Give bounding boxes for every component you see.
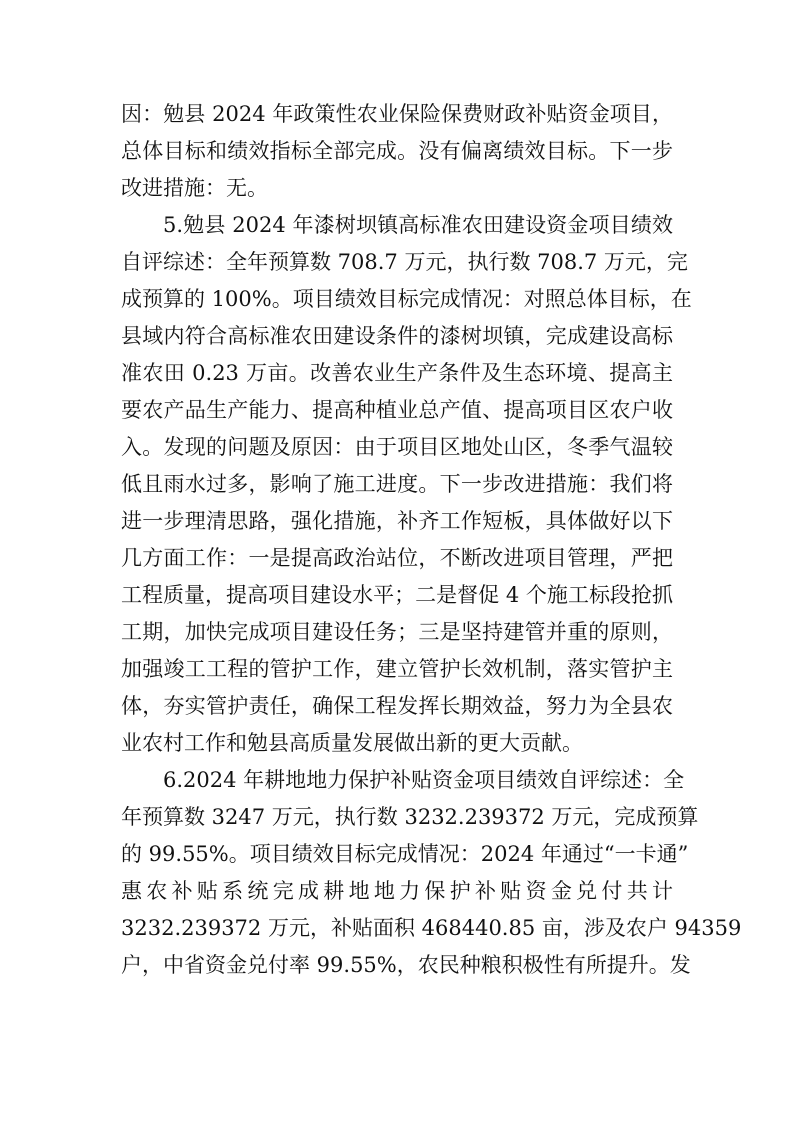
text-line: 入。发现的问题及原因：由于项目区地处山区，冬季气温较 xyxy=(121,435,673,459)
text-line: 工期，加快完成项目建设任务；三是坚持建管并重的原则， xyxy=(121,620,673,644)
text-line: 因：勉县 2024 年政策性农业保险保费财政补贴资金项目， xyxy=(121,102,673,126)
text-line: 6.2024 年耕地地力保护补贴资金项目绩效自评综述：全 xyxy=(163,768,685,792)
text-line: 成预算的 100%。项目绩效目标完成情况：对照总体目标，在 xyxy=(121,287,692,311)
text-line: 的 99.55%。项目绩效目标完成情况：2024 年通过“一卡通” xyxy=(121,842,689,866)
document-page xyxy=(121,96,742,984)
text-line: 年预算数 3247 万元，执行数 3232.239372 万元，完成预算 xyxy=(121,805,699,829)
text-line: 3232.239372 万元，补贴面积 468440.85 亩，涉及农户 94359 xyxy=(121,916,742,940)
text-line: 惠农补贴系统完成耕地地力保护补贴资金兑付共计 xyxy=(121,879,673,903)
text-line: 改进措施：无。 xyxy=(121,176,268,200)
paragraph-continuation xyxy=(121,96,673,207)
text-line: 总体目标和绩效指标全部完成。没有偏离绩效目标。下一步 xyxy=(121,139,673,163)
text-line: 5.勉县 2024 年漆树坝镇高标准农田建设资金项目绩效 xyxy=(163,213,673,237)
text-line: 工程质量，提高项目建设水平；二是督促 4 个施工标段抢抓 xyxy=(121,583,673,607)
text-line: 加强竣工工程的管护工作，建立管护长效机制，落实管护主 xyxy=(121,657,673,681)
text-line: 自评综述：全年预算数 708.7 万元，执行数 708.7 万元，完 xyxy=(121,250,688,274)
text-line: 准农田 0.23 万亩。改善农业生产条件及生态环境、提高主 xyxy=(121,361,673,385)
text-line: 进一步理清思路，强化措施，补齐工作短板，具体做好以下 xyxy=(121,509,673,533)
text-line: 低且雨水过多，影响了施工进度。下一步改进措施：我们将 xyxy=(121,472,673,496)
text-line: 户，中省资金兑付率 99.55%，农民种粮积极性有所提升。发 xyxy=(121,953,691,977)
paragraph-item-5 xyxy=(121,207,692,762)
text-line: 体，夯实管护责任，确保工程发挥长期效益，努力为全县农 xyxy=(121,694,673,718)
text-line: 县域内符合高标准农田建设条件的漆树坝镇，完成建设高标 xyxy=(121,324,673,348)
paragraph-item-6 xyxy=(121,762,742,984)
text-line: 几方面工作：一是提高政治站位，不断改进项目管理，严把 xyxy=(121,546,673,570)
text-line: 要农产品生产能力、提高种植业总产值、提高项目区农户收 xyxy=(121,398,673,422)
text-line: 业农村工作和勉县高质量发展做出新的更大贡献。 xyxy=(121,731,583,755)
